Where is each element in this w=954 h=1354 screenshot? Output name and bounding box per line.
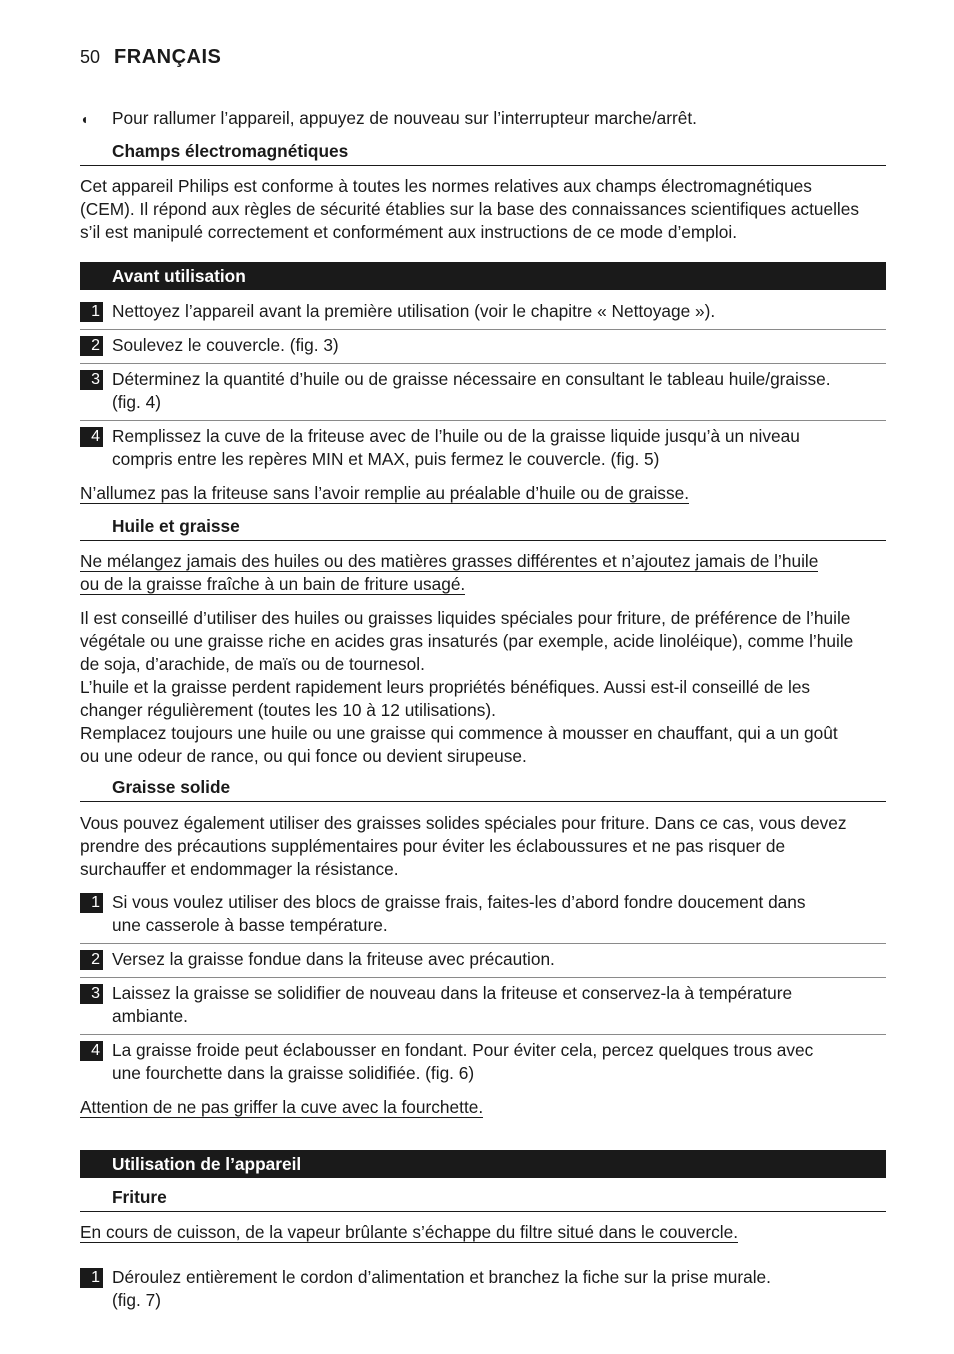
oil-paragraph: Il est conseillé d’utiliser des huiles ou graisses liquides spéciales pour friture, de préférence de l’huile végétale ou une graisse riche en acides gras insaturés (par exemple, acide linoléique), comme l’huile de soja, d’arachide, de maïs ou de tournesol. L’huile et la graisse perdent rapidement leurs propriétés bénéfiques. Aussi est-il conseillé de les changer régulièrement (toutes les 10 à 12 utilisations). Remplacez toujours une huile ou une graisse qui commence à mousser en chauffant, qui a un goût ou une odeur de rance, ou qui fonce ou devient sirupeuse. — [80, 608, 854, 766]
step-divider — [80, 420, 886, 421]
page-header — [80, 46, 221, 69]
section-bar-before-use: Avant utilisation — [80, 262, 886, 290]
step-divider — [80, 977, 886, 978]
step-number: 1 — [80, 1268, 103, 1288]
page-number: 50 — [80, 47, 101, 67]
step-divider — [80, 363, 886, 364]
section-heading-solid-fat: Graisse solide — [80, 775, 886, 802]
step-number: 2 — [80, 950, 103, 970]
step-number: 3 — [80, 370, 103, 390]
step-text: Versez la graisse fondue dans la friteuse avec précaution. — [112, 949, 555, 969]
step-number: 1 — [80, 893, 103, 913]
step-text: Déterminez la quantité d’huile ou de graisse nécessaire en consultant le tableau huile/graisse. (fig. 4) — [112, 369, 831, 412]
step-divider — [80, 1034, 886, 1035]
language-title: FRANÇAIS — [114, 46, 222, 68]
warning-text: N’allumez pas la friteuse sans l’avoir remplie au préalable d’huile ou de graisse. — [80, 483, 690, 503]
intro-bullet-text: Pour rallumer l’appareil, appuyez de nouveau sur l’interrupteur marche/arrêt. — [112, 108, 697, 128]
solid-fat-paragraph: Vous pouvez également utiliser des graisses solides spéciales pour friture. Dans ce cas, vous devez prendre des précautions supplémentaires pour éviter les éclaboussures et ne pas risquer de surchauffer et endommager la résistance. — [80, 813, 847, 879]
section-heading-frying: Friture — [80, 1185, 886, 1212]
section-bar-usage: Utilisation de l’appareil — [80, 1150, 886, 1178]
warning-text: Attention de ne pas griffer la cuve avec la fourchette. — [80, 1097, 484, 1117]
step-text: Nettoyez l’appareil avant la première utilisation (voir le chapitre « Nettoyage »). — [112, 301, 716, 321]
step-divider — [80, 943, 886, 944]
step-text: Remplissez la cuve de la friteuse avec de l’huile ou de la graisse liquide jusqu’à un niveau compris entre les repères MIN et MAX, puis fermez le couvercle. (fig. 5) — [112, 426, 800, 469]
step-number: 2 — [80, 336, 103, 356]
emf-paragraph: Cet appareil Philips est conforme à toutes les normes relatives aux champs électromagnétiques (CEM). Il répond aux règles de sécurité établies sur la base des connaissances scientifiques actuelles s’il est manipulé correctement et conformément aux instructions de ce mode d’emploi. — [80, 176, 860, 242]
step-text: Soulevez le couvercle. (fig. 3) — [112, 335, 339, 355]
step-number: 4 — [80, 427, 103, 447]
bullet-arrow-icon: ◖ — [80, 111, 89, 127]
step-text: Déroulez entièrement le cordon d’alimentation et branchez la fiche sur la prise murale. (fig. 7) — [112, 1267, 771, 1310]
warning-text: Ne mélangez jamais des huiles ou des matières grasses différentes et n’ajoutez jamais de l’huile ou de la graisse fraîche à un bain de friture usagé. — [80, 551, 819, 594]
warning-text: En cours de cuisson, de la vapeur brûlante s’échappe du filtre situé dans le couvercle. — [80, 1222, 739, 1242]
step-number: 3 — [80, 984, 103, 1004]
step-text: Laissez la graisse se solidifier de nouveau dans la friteuse et conservez-la à température ambiante. — [112, 983, 793, 1026]
section-heading-oil: Huile et graisse — [80, 514, 886, 541]
step-number: 4 — [80, 1041, 103, 1061]
step-text: La graisse froide peut éclabousser en fondant. Pour éviter cela, percez quelques trous avec une fourchette dans la graisse solidifiée. (fig. 6) — [112, 1040, 814, 1083]
step-divider — [80, 329, 886, 330]
step-text: Si vous voulez utiliser des blocs de graisse frais, faites-les d’abord fondre doucement dans une casserole à basse température. — [112, 892, 806, 935]
section-heading-emf: Champs électromagnétiques — [80, 139, 886, 166]
step-number: 1 — [80, 302, 103, 322]
